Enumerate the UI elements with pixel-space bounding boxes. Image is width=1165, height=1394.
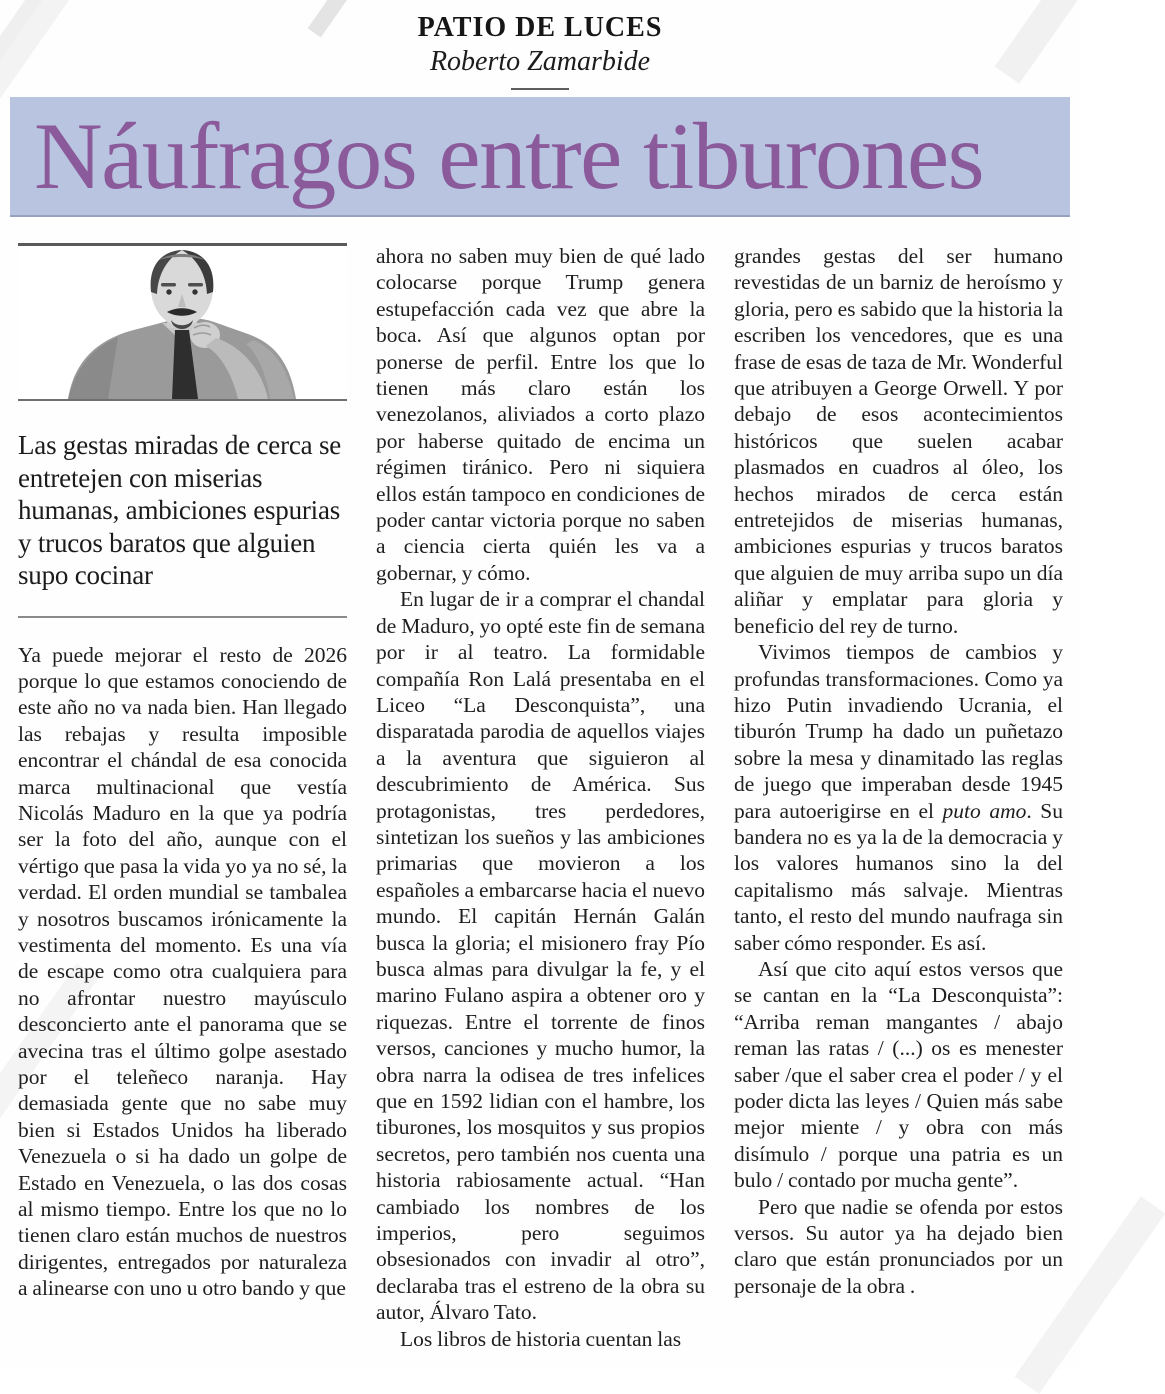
standfirst: Las gestas miradas de cerca se entretejen con miserias humanas, ambiciones espurias y trucos baratos que alguien supo cocinar: [18, 430, 342, 590]
article-paragraph: [734, 639, 1063, 956]
text-segment: Pero que nadie se ofenda por estos versos. Su autor ya ha dejado bien claro que están pronunciados por un personaje de la obra .: [734, 1194, 1063, 1298]
text-segment: Los libros de historia cuentan las: [400, 1326, 682, 1351]
column-3-text: [734, 243, 1063, 1299]
article-paragraph: [734, 243, 1063, 639]
text-segment: Ya puede mejorar el resto de 2026 porque lo que estamos conociendo de este año no va nada bien. Han llegado las rebajas y resulta imposible encontrar el chándal de esa conocida marca multinacional que vestía Nicolás Maduro en la que ya podría ser la foto del año, aunque con el vértigo que pasa la vida yo ya no sé, la verdad. El orden mundial se tambalea y nosotros buscamos irónicamente la vestimenta del momento. Es una vía de escape como otra cualquiera para no afrontar nuestro mayúsculo desconcierto ante el panorama que se avecina tras el último golpe asestado por el teleñeco naranja. Hay demasiada gente que no sabe muy bien si Estados Unidos ha liberado Venezuela o si ha dado un golpe de Estado en Venezuela, o las dos cosas al mismo tiempo. Entre los que no lo tienen claro están muchos de nuestros dirigentes, entregados por naturaleza a alinearse con uno u otro bando y que: [18, 642, 347, 1301]
author-byline: Roberto Zamarbide: [429, 46, 651, 77]
text-segment: En lugar de ir a comprar el chandal de Maduro, yo opté este fin de semana por ir al teatro. La formidable compañía Ron Lalá presentaba en el Liceo “La Desconquista”, una disparatada parodia de aquellos viajes a la aventura que siguieron al descubrimiento de América. Sus protagonistas, tres perdedores, sintetizan los sueños y las ambiciones primarias que movieron a los españoles a embarcarse hacia el nuevo mundo. El capitán Hernán Galán busca la gloria; el misionero fray Pío busca almas para divulgar la fe, y el marino Fulano aspira a obtener oro y riquezas. Entre el torrente de finos versos, canciones y mucho humor, la obra narra la odisea de tres infelices que en 1592 lidian con el hambre, los tiburones, los mosquitos y sus propios secretos, pero también nos cuenta una historia rabiosamente actual. “Han cambiado los nombres de los imperios, pero seguimos obsesionados con invadir al otro”, declaraba tras el estreno de la obra su autor, Álvaro Tato.: [376, 587, 705, 1325]
standfirst-divider: [18, 616, 347, 618]
italic-text-segment: puto amo: [942, 798, 1027, 823]
article-paragraph: [734, 956, 1063, 1194]
headline-banner: [10, 97, 1070, 217]
article-columns: [0, 217, 1080, 1351]
author-portrait-illustration: [18, 246, 347, 399]
article-headline: Náufragos entre tiburones: [34, 103, 984, 209]
article-paragraph: [734, 1194, 1063, 1300]
text-segment: Vivimos tiempos de cambios y profundas transformaciones. Como ya hizo Putin invadiendo Ucrania, el tiburón Trump ha dado un puñetazo sobre la mesa y dinamitado las reglas de juego que imperaban desde 1945 para autoerigirse en el: [734, 640, 1063, 823]
column-2-text: [376, 243, 705, 1352]
article-masthead: [0, 0, 1080, 90]
column-3: [734, 243, 1063, 1313]
text-segment: . Su bandera no es ya la de la democracia y los valores humanos sino la del capitalismo más salvaje. Mientras tanto, el resto del mundo naufraga sin saber cómo responder. Es así.: [734, 798, 1063, 955]
author-photo: [18, 246, 347, 399]
article-paragraph: [376, 586, 705, 1325]
column-2: [376, 243, 705, 1351]
text-segment: ahora no saben muy bien de qué lado colocarse porque Trump genera estupefacción cada vez que abre la boca. Así que algunos optan por ponerse de perfil. Entre los que lo tienen más claro están los venezolanos, aliviados a corto plazo por haberse quitado de encima un régimen tiránico. Pero ni siquiera ellos están tampoco en condiciones de poder cantar victoria porque no saben a ciencia cierta quién les va a gobernar, y cómo.: [376, 244, 705, 585]
byline-divider: [511, 88, 569, 90]
photo-bottom-rule: [18, 399, 347, 401]
text-segment: grandes gestas del ser humano revestidas de un barniz de heroísmo y gloria, pero es sabido que la historia la escriben los vencedores, que es una frase de esas de taza de Mr. Wonderful que atribuyen a George Orwell. Y por debajo de esos acontecimientos históricos que suelen acabar plasmados en cuadros al óleo, los hechos mirados de cerca están entretejidos de miserias humanas, ambiciones espurias y trucos baratos que alguien de muy arriba supo un día aliñar y emplatar para gloria y beneficio del rey de turno.: [734, 244, 1063, 638]
article-paragraph: [376, 1326, 705, 1352]
column-1: [18, 243, 347, 1313]
column-1-text: [18, 642, 347, 1302]
text-segment: Así que cito aquí estos versos que se cantan en la “La Desconquista”: “Arriba reman mangantes / abajo reman las ratas / (...) os es menester saber /que el saber crea el poder / y el poder dicta las leyes / Quien más sabe mejor miente / y obra con más disímulo / porque una patria es un bulo / contado por mucha gente”.: [734, 956, 1063, 1193]
article-paragraph: [376, 243, 705, 586]
section-kicker: PATIO DE LUCES: [417, 12, 663, 43]
article-paragraph: [18, 642, 347, 1302]
